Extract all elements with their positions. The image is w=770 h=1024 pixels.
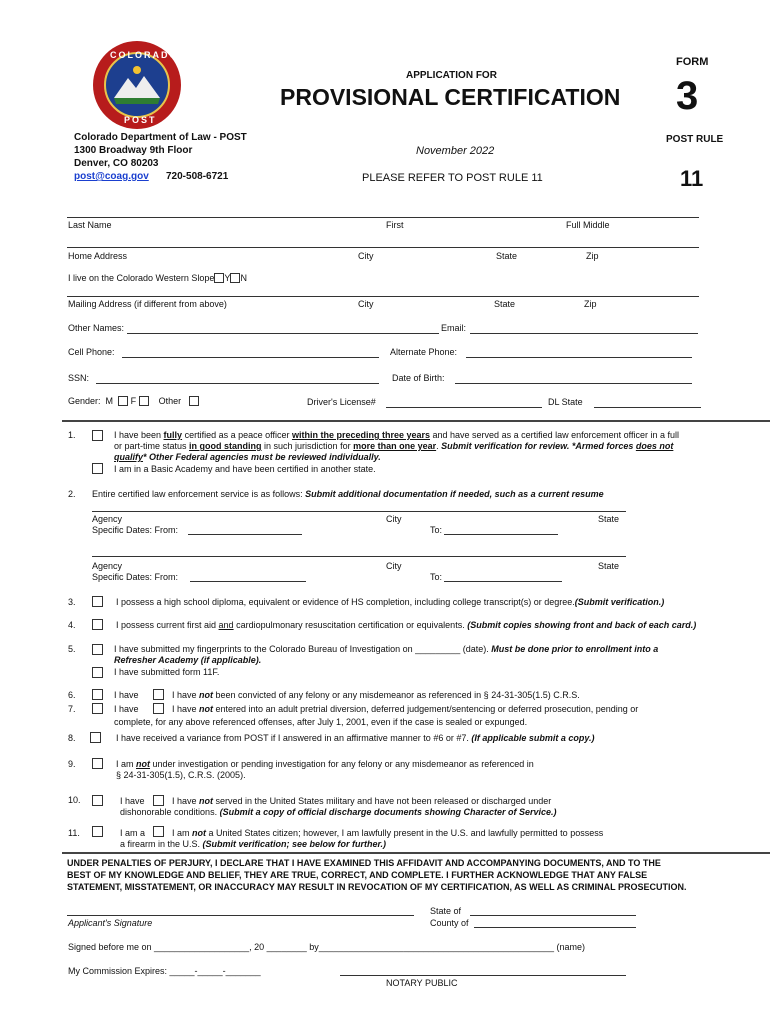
agency-city-label: City (386, 561, 402, 571)
item1-basic-checkbox[interactable] (92, 463, 103, 474)
refer-rule: PLEASE REFER TO POST RULE 11 (362, 172, 543, 184)
form-date: November 2022 (416, 145, 495, 157)
state-of-field[interactable] (470, 915, 636, 916)
item5-checkbox[interactable] (92, 644, 103, 655)
item7-line2: complete, for any above referenced offenses, after July 1, 2001, even if the case is sealed or expunged. (114, 717, 528, 727)
signed-before-line: Signed before me on ___________________, 20 ________ by_______________________________________________ (name) (68, 942, 585, 952)
item4-checkbox[interactable] (92, 619, 103, 630)
item-number: 7. (68, 704, 76, 714)
item10-have-checkbox[interactable] (92, 795, 103, 806)
county-of-field[interactable] (474, 927, 636, 928)
item3-text: I possess a high school diploma, equivalent or evidence of HS completion, including college transcript(s) or degree.(Submit verification.) (116, 597, 665, 607)
mailing-zip-label: Zip (584, 299, 597, 309)
cell-phone-field[interactable] (122, 357, 379, 358)
drivers-license-label: Driver's License# (307, 397, 376, 407)
address-line3: Denver, CO 80203 (74, 158, 159, 169)
agency-state-label: State (598, 561, 620, 571)
item-number: 5. (68, 644, 76, 654)
drivers-license-field[interactable] (386, 407, 542, 408)
item-number: 10. (68, 795, 81, 805)
address-line2: 1300 Broadway 9th Floor (74, 145, 193, 156)
item6-have-not-checkbox[interactable] (153, 689, 164, 700)
item4-text: I possess current first aid and cardiopulmonary resuscitation certification or equivalents. (Submit copies showing front and back of each card.) (116, 620, 697, 630)
cell-phone-label: Cell Phone: (68, 347, 115, 357)
item8-text: I have received a variance from POST if I answered in an affirmative manner to #6 or #7. (If applicable submit a copy.) (116, 733, 595, 743)
home-address-label: Home Address (68, 251, 128, 261)
middle-name-label: Full Middle (566, 220, 610, 230)
item10-line1: I have not served in the United States military and have not been released or discharged under (172, 796, 552, 806)
gender-m-checkbox[interactable] (118, 396, 128, 406)
item5-line2: Refresher Academy (if applicable). (114, 655, 262, 665)
notary-signature-field[interactable] (340, 975, 626, 976)
section-divider (62, 420, 770, 422)
item8-checkbox[interactable] (90, 732, 101, 743)
item1-checkbox[interactable] (92, 430, 103, 441)
date-to-field[interactable] (444, 534, 558, 535)
post-rule-label: POST RULE (666, 134, 724, 145)
home-city-label: City (358, 251, 374, 261)
item-number: 8. (68, 733, 76, 743)
other-names-field[interactable] (127, 333, 439, 334)
county-of-label: County of (430, 918, 469, 928)
item-number: 3. (68, 597, 76, 607)
item-number: 1. (68, 430, 76, 440)
item10-line2: dishonorable conditions. (Submit a copy of official discharge documents showing Character of Service.) (120, 807, 557, 817)
western-slope-row: I live on the Colorado Western Slope Y N (68, 273, 247, 283)
dates-to-label: To: (430, 572, 443, 582)
mailing-state-label: State (494, 299, 516, 309)
last-name-label: Last Name (68, 220, 112, 230)
mailing-city-label: City (358, 299, 374, 309)
item11-line1: I am not a United States citizen; however, I am lawfully present in the U.S. and lawfully permitted to possess (172, 828, 604, 838)
notary-public-label: NOTARY PUBLIC (386, 978, 458, 988)
application-for: APPLICATION FOR (406, 70, 497, 81)
item1-line3: qualify* Other Federal agencies must be reviewed individually. (114, 452, 381, 462)
agency-city-label: City (386, 514, 402, 524)
item7-have-checkbox[interactable] (92, 703, 103, 714)
item9-line2: § 24-31-305(1.5), C.R.S. (2005). (116, 770, 246, 780)
western-slope-yes-checkbox[interactable] (214, 273, 224, 283)
item-number: 6. (68, 690, 76, 700)
ssn-label: SSN: (68, 373, 90, 383)
form-label: FORM (676, 56, 709, 68)
item3-checkbox[interactable] (92, 596, 103, 607)
commission-expires-line: My Commission Expires: _____-_____-_______ (68, 966, 261, 976)
item11-line2: a firearm in the U.S. (Submit verification; see below for further.) (120, 839, 387, 849)
item10-have-not-checkbox[interactable] (153, 795, 164, 806)
agency-label: Agency (92, 514, 123, 524)
email-label: Email: (441, 323, 467, 333)
alternate-phone-field[interactable] (466, 357, 692, 358)
item-number: 2. (68, 489, 76, 499)
dates-from-label: Specific Dates: From: (92, 525, 179, 535)
applicant-signature-field[interactable] (67, 915, 414, 916)
section-divider (62, 852, 770, 854)
item5-11f-text: I have submitted form 11F. (114, 667, 220, 677)
form-number: 3 (676, 74, 699, 118)
western-slope-no-checkbox[interactable] (230, 273, 240, 283)
phone-number: 720-508-6721 (166, 171, 229, 182)
item7-line1: I have not entered into an adult pretrial diversion, deferred judgement/sentencing or deferred prosecution, pending or (172, 704, 639, 714)
gender-row: Gender: M F Other (68, 396, 199, 406)
item7-have-not-checkbox[interactable] (153, 703, 164, 714)
item9-line1: I am not under investigation or pending investigation for any felony or any misdemeanor as referenced in (116, 759, 534, 769)
email-field[interactable] (470, 333, 698, 334)
ssn-field[interactable] (96, 383, 379, 384)
other-names-label: Other Names: (68, 323, 125, 333)
gender-other-checkbox[interactable] (189, 396, 199, 406)
item-number: 4. (68, 620, 76, 630)
date-from-field[interactable] (190, 581, 306, 582)
item11-am-label: I am a (120, 828, 146, 838)
item1-line2: or part-time status in good standing in such jurisdiction for more than one year. Submit verification for review. *Armed forces does not (114, 441, 674, 451)
perjury-line3: STATEMENT, MISSTATEMENT, OR INACCURACY MAY RESULT IN REVOCATION OF MY CERTIFICATION, AS WELL AS CRIMINAL PROSECUTION. (67, 882, 687, 892)
dl-state-field[interactable] (594, 407, 701, 408)
dob-field[interactable] (455, 383, 692, 384)
state-of-label: State of (430, 906, 462, 916)
item7-have-label: I have (114, 704, 139, 714)
item9-checkbox[interactable] (92, 758, 103, 769)
post-rule-number: 11 (680, 166, 704, 191)
perjury-line1: UNDER PENALTIES OF PERJURY, I DECLARE THAT I HAVE EXAMINED THIS AFFIDAVIT AND ACCOMPANYING DOCUMENTS, AND TO THE (67, 858, 661, 868)
item-number: 9. (68, 759, 76, 769)
page-title: PROVISIONAL CERTIFICATION (280, 84, 621, 110)
date-from-field[interactable] (188, 534, 302, 535)
item5-line1: I have submitted my fingerprints to the Colorado Bureau of Investigation on _________ (date). Must be done prior to enrollment into a (114, 644, 659, 654)
date-to-field[interactable] (444, 581, 562, 582)
logo-bottom-text: POST (124, 115, 157, 125)
mailing-address-label: Mailing Address (if different from above) (68, 299, 227, 309)
logo-top-text: COLORADO (110, 50, 179, 60)
item1-line1: I have been fully certified as a peace officer within the preceding three years and have served as a certified law enforcement officer in a full (114, 430, 679, 440)
item2-text: Entire certified law enforcement service is as follows: Submit additional documentation if needed, such as a current resume (92, 489, 604, 499)
perjury-line2: BEST OF MY KNOWLEDGE AND BELIEF, THEY ARE TRUE, CORRECT, AND COMPLETE. I FURTHER ACKNOWLEDGE THAT ANY FALSE (67, 870, 648, 880)
dl-state-label: DL State (548, 397, 583, 407)
item6-have-label: I have (114, 690, 139, 700)
alternate-phone-label: Alternate Phone: (390, 347, 458, 357)
agency-label: Agency (92, 561, 123, 571)
dob-label: Date of Birth: (392, 373, 445, 383)
first-name-label: First (386, 220, 404, 230)
item5-11f-checkbox[interactable] (92, 667, 103, 678)
item1-basic-text: I am in a Basic Academy and have been certified in another state. (114, 464, 376, 474)
item6-text: I have not been convicted of any felony or any misdemeanor as referenced in § 24-31-305(1.5) C.R.S. (172, 690, 580, 700)
item10-have-label: I have (120, 796, 145, 806)
agency-state-label: State (598, 514, 620, 524)
item6-have-checkbox[interactable] (92, 689, 103, 700)
email-link[interactable]: post@coag.gov (74, 171, 149, 182)
dates-from-label: Specific Dates: From: (92, 572, 179, 582)
item11-not-citizen-checkbox[interactable] (153, 826, 164, 837)
home-zip-label: Zip (586, 251, 599, 261)
item-number: 11. (68, 828, 80, 838)
home-state-label: State (496, 251, 518, 261)
applicant-signature-label: Applicant's Signature (68, 918, 153, 928)
item11-citizen-checkbox[interactable] (92, 826, 103, 837)
dates-to-label: To: (430, 525, 443, 535)
gender-f-checkbox[interactable] (139, 396, 149, 406)
address-line1: Colorado Department of Law - POST (74, 132, 247, 143)
